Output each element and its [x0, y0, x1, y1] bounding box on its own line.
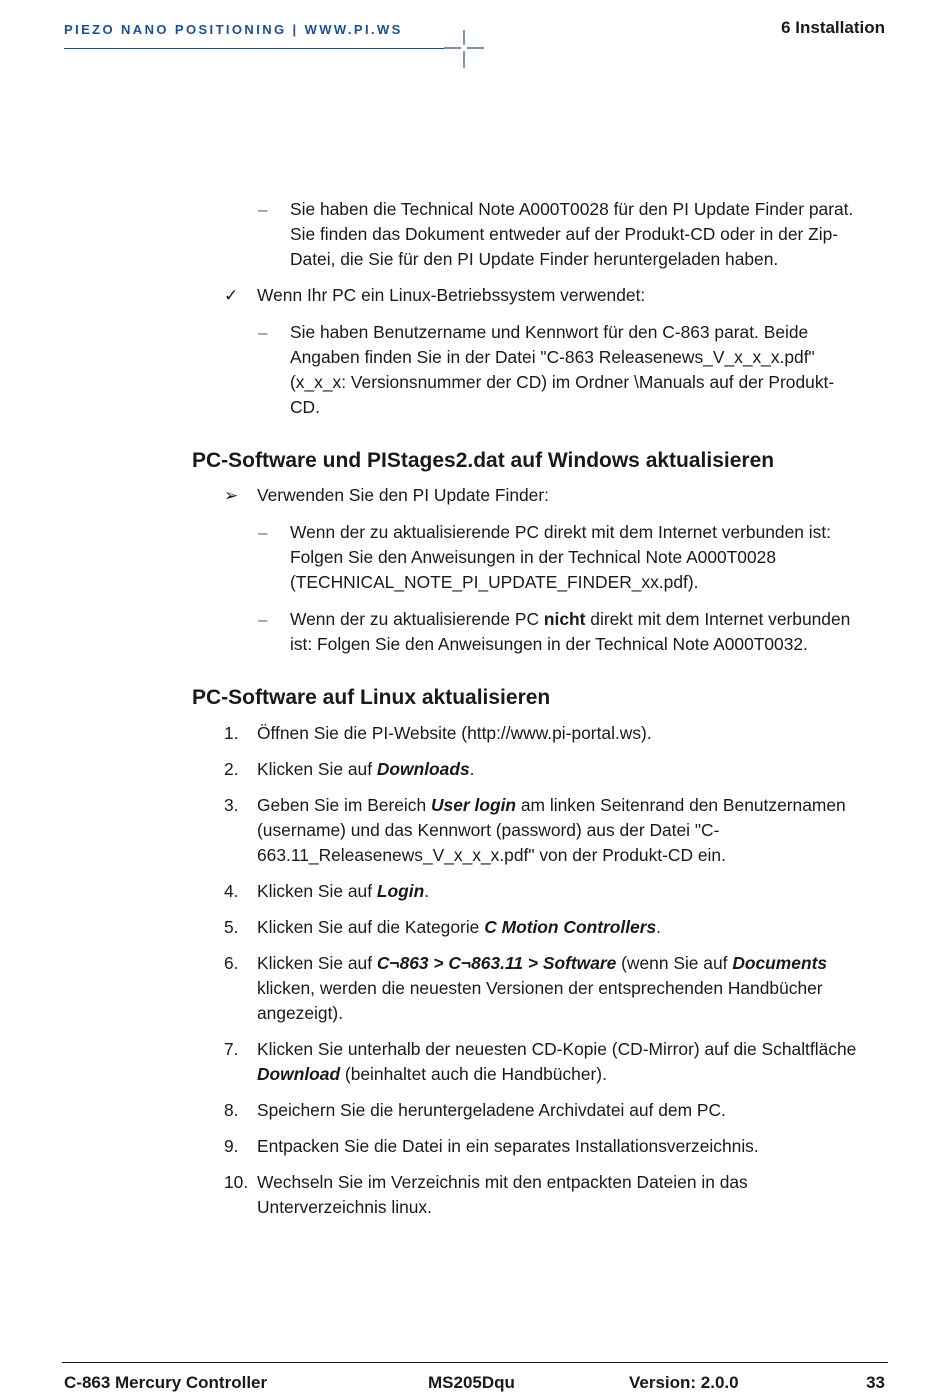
step-text — [257, 757, 474, 782]
text-run: . — [424, 881, 430, 901]
step-text: (username) und das Kennwort (password) aus der Datei "C- — [257, 820, 720, 840]
step-number: 8. — [224, 1100, 239, 1120]
paragraph-line: Wenn Ihr PC ein Linux-Betriebssystem verwendet: — [257, 285, 646, 305]
step-text: Klicken Sie unterhalb der neuesten CD-Kopie (CD-Mirror) auf die Schaltfläche — [257, 1039, 857, 1059]
text-run: . — [656, 917, 661, 937]
dash-bullet: – — [258, 523, 268, 542]
footer-doc-code: MS205Dqu — [428, 1373, 515, 1392]
step-text: Wechseln Sie im Verzeichnis mit den entpackten Dateien in das — [257, 1172, 748, 1192]
step-text: Speichern Sie die heruntergeladene Archivdatei auf dem PC. — [257, 1100, 726, 1120]
paragraph-line: Angaben finden Sie in der Datei "C-863 Releasenews_V_x_x_x.pdf" — [290, 347, 815, 367]
step-text: Entpacken Sie die Datei in ein separates Installationsverzeichnis. — [257, 1136, 759, 1156]
step-number: 10. — [224, 1172, 249, 1192]
text-run: Klicken Sie auf die Kategorie — [257, 917, 485, 937]
step-number: 7. — [224, 1039, 239, 1059]
header-rule — [64, 48, 444, 49]
step-text: 663.11_Releasenews_V_x_x_x.pdf" von der Produkt-CD ein. — [257, 845, 726, 865]
paragraph-line: (x_x_x: Versionsnummer der CD) im Ordner \Manuals auf der Produkt- — [290, 372, 835, 392]
arrow-bullet-icon: ➢ — [224, 486, 239, 505]
page-number: 33 — [866, 1373, 885, 1392]
text-run: (beinhaltet auch die Handbücher). — [340, 1064, 607, 1084]
step-number: 3. — [224, 795, 239, 815]
paragraph-line: Sie haben Benutzername und Kennwort für den C-863 parat. Beide — [290, 322, 809, 342]
paragraph-line: Datei, die Sie für den PI Update Finder heruntergeladen haben. — [290, 249, 779, 269]
step-text: klicken, werden die neuesten Versionen der entsprechenden Handbücher — [257, 978, 823, 998]
paragraph-line: ist: Folgen Sie den Anweisungen in der Technical Note A000T0032. — [290, 634, 808, 654]
step-text — [257, 793, 846, 818]
step-text — [257, 879, 429, 904]
step-number: 6. — [224, 953, 239, 973]
dash-bullet: – — [258, 610, 268, 629]
footer-product: C-863 Mercury Controller — [64, 1373, 268, 1392]
checkmark-icon: ✓ — [224, 286, 239, 305]
step-text — [257, 915, 661, 940]
text-run: (wenn Sie auf — [616, 953, 733, 973]
step-text — [257, 1062, 607, 1087]
step-text — [257, 951, 827, 976]
ui-label-downloads: Downloads — [376, 759, 470, 779]
ui-label-download: Download — [257, 1064, 341, 1084]
ui-label-documents: Documents — [732, 953, 828, 973]
footer-rule — [62, 1362, 888, 1363]
footer-version: Version: 2.0.0 — [629, 1373, 739, 1392]
step-number: 2. — [224, 759, 239, 779]
dash-bullet: – — [258, 200, 268, 219]
paragraph-line: Folgen Sie den Anweisungen in der Technical Note A000T0028 — [290, 547, 776, 567]
paragraph-line: (TECHNICAL_NOTE_PI_UPDATE_FINDER_xx.pdf). — [290, 572, 699, 592]
section-heading-windows: PC-Software und PIStages2.dat auf Windows aktualisieren — [192, 449, 775, 472]
paragraph-line: CD. — [290, 397, 320, 417]
text-run: . — [469, 759, 475, 779]
step-text: Öffnen Sie die PI-Website (http://www.pi-portal.ws). — [257, 723, 652, 743]
section-heading-linux: PC-Software auf Linux aktualisieren — [192, 686, 551, 709]
ui-label-user-login: User login — [431, 795, 517, 815]
step-number: 4. — [224, 881, 239, 901]
paragraph-line: Wenn der zu aktualisierende PC direkt mit dem Internet verbunden ist: — [290, 522, 831, 542]
text-run: am linken Seitenrand den Benutzernamen — [516, 795, 846, 815]
text-run: Klicken Sie auf — [257, 953, 377, 973]
text-run: Geben Sie im Bereich — [257, 795, 431, 815]
ui-label-path: C¬863 > C¬863.11 > Software — [376, 953, 617, 973]
step-number: 1. — [224, 723, 239, 743]
instruction-line: Verwenden Sie den PI Update Finder: — [257, 485, 549, 505]
text-run: Wenn der zu aktualisierende PC — [290, 609, 544, 629]
text-run: direkt mit dem Internet verbunden — [585, 609, 851, 629]
header-brand: PIEZO NANO POSITIONING | WWW.PI.WS — [64, 22, 403, 37]
dash-bullet: – — [258, 323, 268, 342]
crosshair-logo-icon — [444, 30, 484, 68]
paragraph-line: Sie haben die Technical Note A000T0028 für den PI Update Finder parat. — [290, 199, 854, 219]
ui-label-login: Login — [376, 881, 425, 901]
step-number: 5. — [224, 917, 239, 937]
ui-label-category: C Motion Controllers — [484, 917, 657, 937]
step-number: 9. — [224, 1136, 239, 1156]
text-run: Klicken Sie auf — [257, 759, 377, 779]
step-text: Unterverzeichnis linux. — [257, 1197, 432, 1217]
emphasis-text: nicht — [543, 609, 586, 629]
chapter-title: 6 Installation — [781, 18, 885, 37]
paragraph-line — [290, 607, 850, 632]
step-text: angezeigt). — [257, 1003, 344, 1023]
text-run: Klicken Sie auf — [257, 881, 377, 901]
paragraph-line: Sie finden das Dokument entweder auf der Produkt-CD oder in der Zip- — [290, 224, 839, 244]
